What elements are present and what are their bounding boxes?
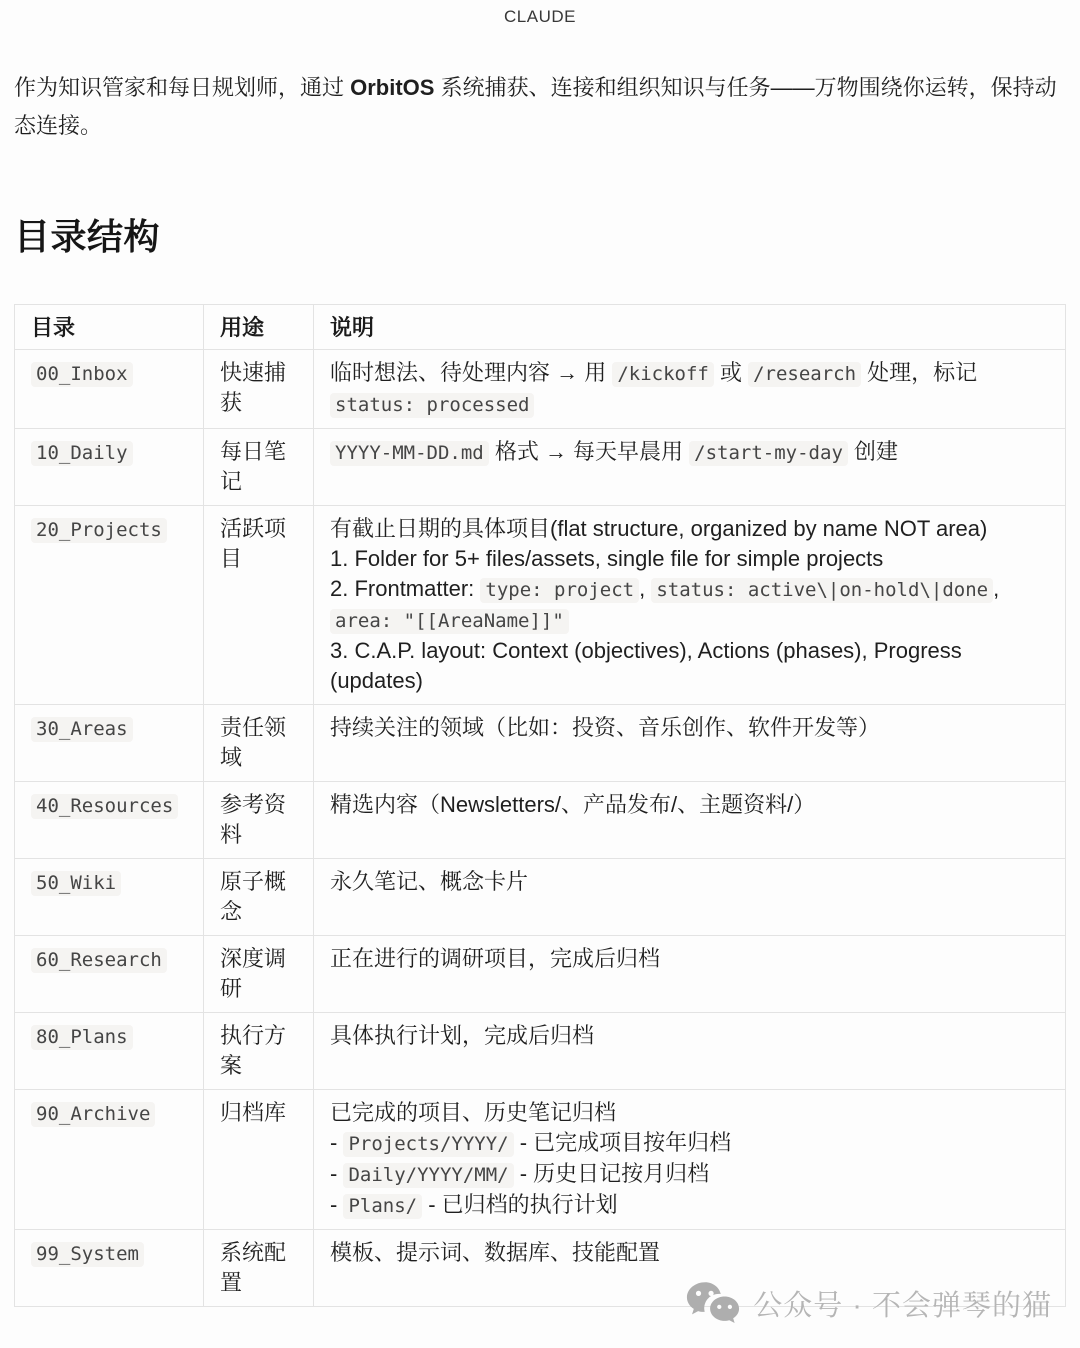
inline-code: status: processed [330,393,534,418]
table-row [15,1090,1066,1230]
inline-code: /start-my-day [689,441,848,466]
directory-name-code: 50_Wiki [31,871,121,896]
purpose-cell: 快速捕获 [204,350,314,429]
dir-cell [15,506,204,705]
inline-code: area: "[[AreaName]]" [330,609,569,634]
directory-name-code: 20_Projects [31,518,167,543]
description-cell: 精选内容（Newsletters/、产品发布/、主题资料/） [314,782,1066,859]
directory-name-code: 00_Inbox [31,362,133,387]
purpose-cell: 系统配置 [204,1230,314,1307]
inline-code: YYYY-MM-DD.md [330,441,489,466]
directory-name-code: 99_System [31,1242,144,1267]
column-header: 用途 [204,305,314,350]
directory-name-code: 80_Plans [31,1025,133,1050]
purpose-cell: 每日笔记 [204,429,314,506]
description-cell: 临时想法、待处理内容 → 用 /kickoff 或 /research 处理，标记 status: processed [314,350,1066,429]
purpose-cell: 参考资料 [204,782,314,859]
inline-code: Plans/ [343,1194,422,1219]
description-cell: 持续关注的领域（比如：投资、音乐创作、软件开发等） [314,705,1066,782]
intro-bold-term: OrbitOS [350,75,435,100]
intro-paragraph [14,69,1066,145]
dir-cell [15,350,204,429]
inline-code: status: active\|on-hold\|done [651,578,993,603]
description-cell: 模板、提示词、数据库、技能配置 [314,1230,1066,1307]
wechat-icon [685,1280,741,1327]
description-cell: 永久笔记、概念卡片 [314,859,1066,936]
description-cell: 已完成的项目、历史笔记归档 - Projects/YYYY/ - 已完成项目按年归档 - Daily/YYYY/MM/ - 历史日记按月归档 - Plans/ - 已归档的执行计划 [314,1090,1066,1230]
table-row [15,936,1066,1013]
purpose-cell: 归档库 [204,1090,314,1230]
purpose-cell: 原子概念 [204,859,314,936]
table-row [15,859,1066,936]
table-row [15,506,1066,705]
table-row [15,1013,1066,1090]
inline-code: /research [748,362,861,387]
doc-header-label: CLAUDE [504,7,576,26]
dir-cell [15,936,204,1013]
inline-code: /kickoff [612,362,714,387]
table-row [15,350,1066,429]
directory-table [14,304,1066,1307]
directory-name-code: 60_Research [31,948,167,973]
column-header: 说明 [314,305,1066,350]
directory-name-code: 40_Resources [31,794,178,819]
inline-code: Daily/YYYY/MM/ [343,1163,513,1188]
directory-name-code: 30_Areas [31,717,133,742]
purpose-cell: 活跃项目 [204,506,314,705]
dir-cell [15,705,204,782]
table-row [15,429,1066,506]
document-content [0,69,1080,1307]
table-row [15,705,1066,782]
table-header-row [15,305,1066,350]
watermark-text: 公众号 · 不会弹琴的猫 [753,1290,1052,1322]
watermark [685,1280,1052,1327]
table-row [15,782,1066,859]
dir-cell [15,859,204,936]
directory-name-code: 10_Daily [31,441,133,466]
purpose-cell: 深度调研 [204,936,314,1013]
dir-cell [15,1230,204,1307]
dir-cell [15,429,204,506]
inline-code: type: project [480,578,639,603]
column-header: 目录 [15,305,204,350]
directory-name-code: 90_Archive [31,1102,155,1127]
intro-text-after: 系统捕获、连接和组织知识与任务——万物围绕你运转，保持动态连接。 [14,75,1057,138]
purpose-cell: 执行方案 [204,1013,314,1090]
section-title: 目录结构 [14,216,161,257]
description-cell: 正在进行的调研项目，完成后归档 [314,936,1066,1013]
purpose-cell: 责任领域 [204,705,314,782]
inline-code: Projects/YYYY/ [343,1132,513,1157]
description-cell: YYYY-MM-DD.md 格式 → 每天早晨用 /start-my-day 创建 [314,429,1066,506]
dir-cell [15,1090,204,1230]
description-cell: 有截止日期的具体项目(flat structure, organized by name NOT area) 1. Folder for 5+ files/assets, single file for simple projects 2. Frontmatter: type: project , status: active\|on-hold\|done , area: "[[AreaName]]" 3. C.A.P. layout: Context (objectives), Actions (phases), Progress (updates) [314,506,1066,705]
description-cell: 具体执行计划，完成后归档 [314,1013,1066,1090]
intro-text-before: 作为知识管家和每日规划师，通过 [14,75,351,100]
dir-cell [15,782,204,859]
dir-cell [15,1013,204,1090]
